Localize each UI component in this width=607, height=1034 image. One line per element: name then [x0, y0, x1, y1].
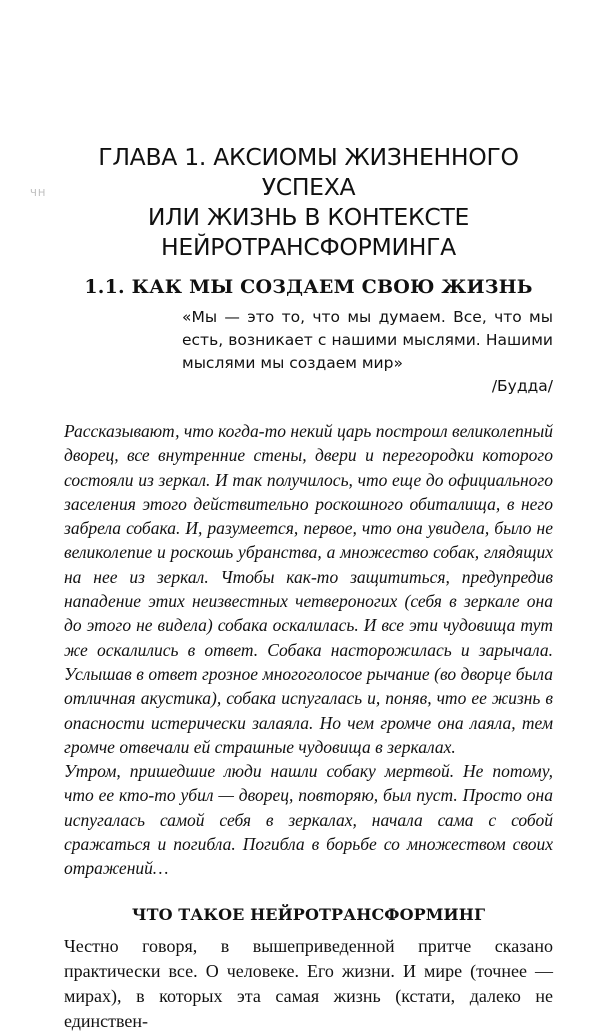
body-text [64, 934, 553, 1034]
section-title: 1.1. КАК МЫ СОЗДАЕМ СВОЮ ЖИЗНЬ [84, 276, 533, 298]
body-paragraph-1: Честно говоря, в вышеприведенной притче сказано практически все. О человеке. Его жизни. И мире (точнее — мирах), в которых эта самая жизнь (кстати, далеко не единствен- [64, 935, 553, 1031]
parable-paragraph-2: Утром, пришедшие люди нашли собаку мертвой. Не потому, что ее кто-то убил — дворец, повторяю, был пуст. Просто она испугалась самой себя в зеркалах, начала сама с собой сражаться и погибла. Погибла в борьбе со множеством своих отражений… [64, 761, 553, 879]
parable-text [64, 419, 553, 881]
epigraph-author: /Будда/ [491, 377, 553, 395]
chapter-title-line-3: НЕЙРОТРАНСФОРМИНГА [161, 233, 456, 261]
parable-paragraph-1: Рассказывают, что когда-то некий царь построил великолепный дворец, все внутренние стены, двери и перегородки которого состояли из зеркал. И так получилось, что еще до официального заселения этого действительно роскошного обиталища, в него забрела собака. И, разумеется, первое, что она увидела, было не великолепие и роскошь убранства, а множество собак, глядящих на нее из зеркал. Чтобы как-то защититься, предупредив нападение этих неизвестных четвероногих (себя в зеркале она до этого не видела) собака оскалилась. И все эти чудовища тут же оскалились в ответ. Собака насторожилась и зарычала. Услышав в ответ грозное многоголосое рычание (во дворце была отличная акустика), собака испугалась и, поняв, что ее жизнь в опасности истерически залаяла. Но чем громче она лаяла, тем громче отвечали ей страшные чудовища в зеркалах. [64, 421, 553, 757]
epigraph-quote: «Мы — это то, что мы думаем. Все, что мы есть, возникает с нашими мыслями. Нашими мыслями мы создаем мир» [182, 308, 553, 372]
subsection-title: ЧТО ТАКОЕ НЕЙРОТРАНСФОРМИНГ [131, 904, 486, 924]
chapter-title-line-2: ИЛИ ЖИЗНЬ В КОНТЕКСТЕ [147, 203, 470, 231]
margin-pencil-mark: ЧН [30, 188, 47, 199]
chapter-title [64, 142, 553, 262]
chapter-title-line-1: ГЛАВА 1. АКСИОМЫ ЖИЗНЕННОГО УСПЕХА [98, 143, 519, 201]
